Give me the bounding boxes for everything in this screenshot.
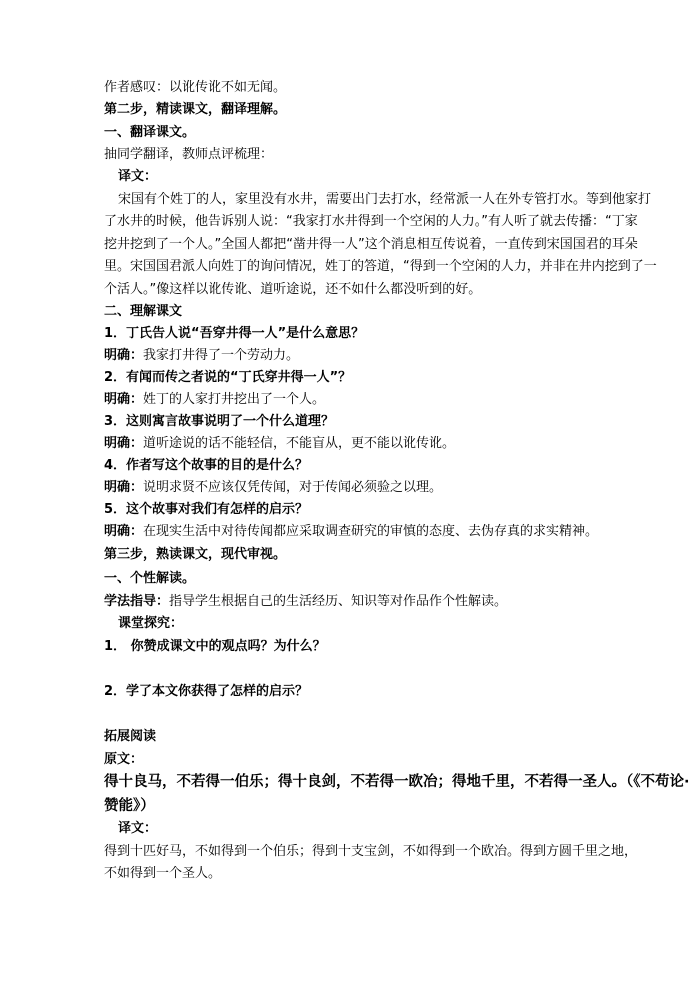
answer-label: 明确： — [104, 348, 144, 363]
personal-heading: 一、个性解读。 — [104, 571, 196, 586]
translation-line: 了水井的时候，他告诉别人说：“我家打水井得到一个空闲的人力。”有人听了就去传播：“丁家 — [104, 214, 638, 229]
answer-text: 在现实生活中对待传闻都应采取调查研究的审慎的态度、去伪存真的求实精神。 — [143, 524, 599, 539]
answer-label: 明确： — [104, 392, 144, 407]
answer-text: 姓丁的人家打井挖出了一个人。 — [143, 392, 326, 407]
question-4: 4．作者写这个故事的目的是什么？ — [104, 458, 309, 473]
translation-line: 宋国有个姓丁的人，家里没有水井，需要出门去打水，经常派一人在外专管打水。等到他家打 — [118, 192, 652, 207]
guide-text: 指导学生根据自己的生活经历、知识等对作品作个性解读。 — [169, 594, 508, 609]
explore-question-2: 2．学了本文你获得了怎样的启示？ — [104, 684, 309, 699]
extension-translation-line: 不如得到一个圣人。 — [104, 866, 222, 881]
step-two-heading: 第二步，精读课文，翻译理解。 — [104, 102, 287, 117]
original-line: 赞能》） — [104, 798, 155, 814]
answer-4 — [104, 479, 442, 497]
extension-heading: 拓展阅读 — [104, 729, 157, 744]
translate-heading: 一、翻译课文。 — [104, 125, 196, 140]
answer-text: 我家打井得了一个劳动力。 — [143, 348, 300, 363]
guide-label: 学法指导： — [104, 594, 170, 609]
answer-5 — [104, 523, 598, 541]
explore-question-1: 1． 你赞成课文中的观点吗？为什么？ — [104, 639, 326, 654]
answer-1 — [104, 347, 299, 365]
step-three-heading: 第三步，熟读课文，现代审视。 — [104, 547, 287, 562]
answer-label: 明确： — [104, 436, 144, 451]
question-2: 2．有闻而传之者说的“丁氏穿井得一人”？ — [104, 370, 352, 385]
answer-2 — [104, 391, 325, 409]
study-guide — [104, 593, 507, 611]
translation-line: 个活人。”像这样以讹传讹、道听途说，还不如什么都没听到的好。 — [104, 282, 482, 297]
original-label: 原文： — [104, 752, 144, 767]
translation-line: 挖井挖到了一个人。”全国人都把“凿井得一人”这个消息相互传说着，一直传到宋国国君的耳朵 — [104, 237, 638, 252]
translate-instruction: 抽同学翻译，教师点评梳理： — [104, 147, 274, 162]
question-3: 3．这则寓言故事说明了一个什么道理？ — [104, 414, 335, 429]
translation-line: 里。宋国国君派人向姓丁的询问情况，姓丁的答道，“得到一个空闲的人力，并非在井内挖到了一 — [104, 259, 657, 274]
answer-label: 明确： — [104, 480, 144, 495]
understand-heading: 二、理解课文 — [104, 304, 183, 319]
intro-note: 作者感叹：以讹传讹不如无闻。 — [104, 80, 287, 95]
answer-text: 道听途说的话不能轻信，不能盲从，更不能以讹传讹。 — [143, 436, 456, 451]
translation-label: 译文： — [118, 169, 158, 184]
question-5: 5．这个故事对我们有怎样的启示？ — [104, 502, 309, 517]
answer-3 — [104, 435, 455, 453]
explore-label: 课堂探究： — [118, 616, 184, 631]
original-line: 得十良马，不若得一伯乐；得十良剑，不若得一欧冶；得地千里，不若得一圣人。（《不苟论· — [104, 774, 690, 790]
answer-label: 明确： — [104, 524, 144, 539]
extension-translation-label: 译文： — [118, 821, 158, 836]
question-1: 1．丁氏告人说“吾穿井得一人”是什么意思？ — [104, 326, 365, 341]
answer-text: 说明求贤不应该仅凭传闻，对于传闻必须验之以理。 — [143, 480, 443, 495]
extension-translation-line: 得到十匹好马，不如得到一个伯乐；得到十支宝剑，不如得到一个欧冶。得到方圆千里之地， — [104, 844, 638, 859]
